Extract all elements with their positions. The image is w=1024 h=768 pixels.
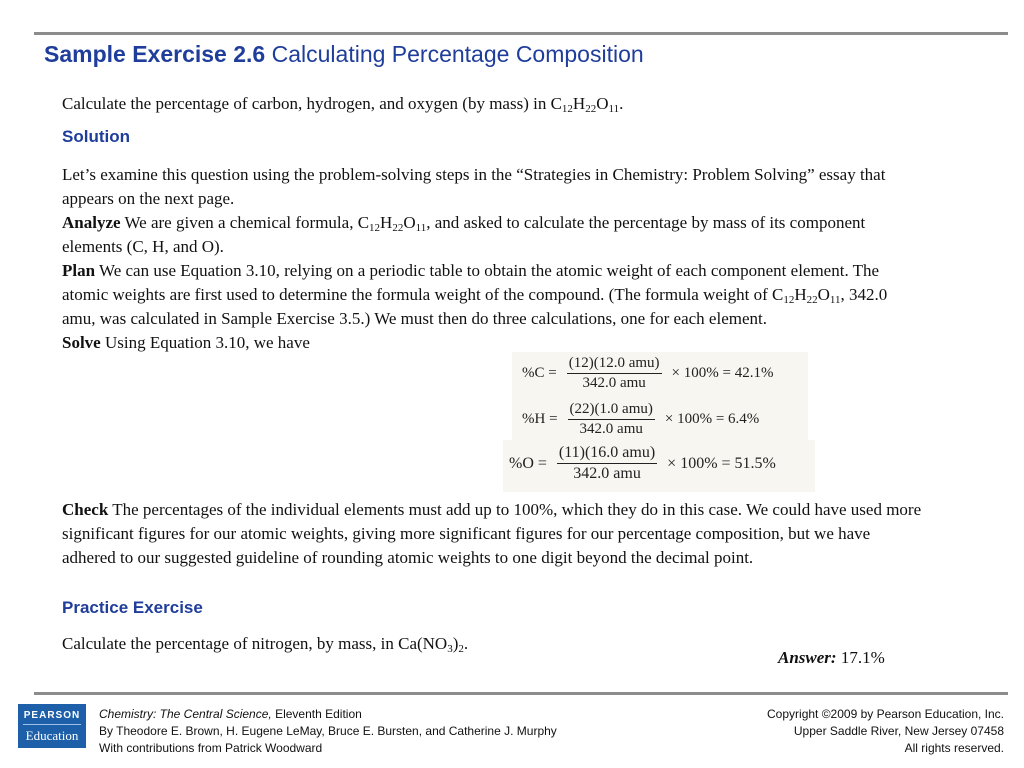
solution-body <box>62 163 924 355</box>
rights-line: All rights reserved. <box>904 741 1004 755</box>
formula-element: O <box>596 94 609 113</box>
formula-element: H <box>794 285 807 304</box>
equation-carbon <box>522 355 773 392</box>
fraction-numerator: (12)(12.0 amu) <box>567 355 662 374</box>
footer-copyright <box>767 706 1004 757</box>
plan-label: Plan <box>62 261 96 280</box>
equation-oxygen <box>509 444 776 483</box>
analyze-text: We are given a chemical formula, C <box>120 213 370 232</box>
equation-fraction <box>557 444 657 483</box>
question-end: . <box>619 94 624 113</box>
equation-hydrogen <box>522 401 759 438</box>
equation-result: × 100% = 6.4% <box>664 411 760 427</box>
formula-subscript: 12 <box>561 103 573 115</box>
title-exercise-number: Sample Exercise 2.6 <box>44 41 266 67</box>
top-rule <box>34 32 1008 35</box>
pearson-education-logo <box>18 704 86 748</box>
equation-lhs: %O = <box>509 454 547 472</box>
footer-authors: By Theodore E. Brown, H. Eugene LeMay, Bruce E. Bursten, and Catherine J. Murphy <box>99 724 557 738</box>
title-topic: Calculating Percentage Composition <box>271 41 644 67</box>
formula-element: H <box>380 213 393 232</box>
formula-subscript: 22 <box>585 103 597 115</box>
footer-contributions: With contributions from Patrick Woodward <box>99 741 323 755</box>
analyze-label: Analyze <box>62 213 121 232</box>
fraction-numerator: (11)(16.0 amu) <box>557 444 657 464</box>
formula-subscript: 11 <box>608 103 620 115</box>
equation-lhs: %H = <box>522 411 558 427</box>
address-line: Upper Saddle River, New Jersey 07458 <box>793 724 1004 738</box>
practice-text: . <box>463 634 469 653</box>
question-lead: Calculate the percentage of carbon, hydrogen, and oxygen (by mass) in C <box>62 94 562 113</box>
intro-text: Let’s examine this question using the problem-solving steps in the “Strategies in Chemistry: Problem Solving” essay that appears on the next page. <box>62 165 886 208</box>
formula-subscript: 11 <box>829 294 841 306</box>
bottom-rule <box>34 692 1008 695</box>
formula-subscript: 3 <box>447 643 453 655</box>
fraction-numerator: (22)(1.0 amu) <box>568 401 655 420</box>
formula-element: O <box>403 213 416 232</box>
logo-text-bottom: Education <box>25 728 79 743</box>
fraction-denominator: 342.0 amu <box>579 421 643 437</box>
slide-title <box>44 41 644 68</box>
logo-text-top: PEARSON <box>23 704 81 725</box>
practice-answer <box>778 648 885 668</box>
footer-citation <box>99 706 557 757</box>
practice-text: Calculate the percentage of nitrogen, by mass, in Ca(NO <box>62 634 448 653</box>
solve-text: Using Equation 3.10, we have <box>100 333 310 352</box>
check-text: The percentages of the individual elements must add up to 100%, which they do in this case. We could have used more significant figures for our atomic weights, giving more significant figures for our percentage composition, but we have adhered to our suggested guideline of rounding atomic weights to one digit beyond the decimal point. <box>62 500 922 567</box>
fraction-denominator: 342.0 amu <box>573 465 641 482</box>
formula-subscript: 11 <box>415 222 427 234</box>
fraction-denominator: 342.0 amu <box>582 375 646 391</box>
formula-subscript: 2 <box>458 643 464 655</box>
equation-result: × 100% = 51.5% <box>667 454 776 472</box>
formula-element: H <box>572 94 586 113</box>
formula-subscript: 22 <box>806 294 818 306</box>
formula-element: O <box>817 285 830 304</box>
formula-subscript: 12 <box>369 222 381 234</box>
equation-image-ch <box>512 352 808 440</box>
answer-label: Answer: <box>778 648 837 667</box>
practice-heading: Practice Exercise <box>62 598 203 617</box>
footer-book-title: Chemistry: The Central Science, <box>99 707 272 721</box>
formula-subscript: 22 <box>392 222 404 234</box>
footer-edition: Eleventh Edition <box>271 707 362 721</box>
question-text <box>62 92 924 116</box>
plan-text: We can use Equation 3.10, relying on a periodic table to obtain the atomic weight of each component element. The atomic weights are first used to determine the formula weight of the compound. (The formula weight of C <box>62 261 880 304</box>
equation-lhs: %C = <box>522 365 557 381</box>
equation-fraction <box>567 355 662 392</box>
equation-fraction <box>568 401 655 438</box>
equation-result: × 100% = 42.1% <box>671 365 774 381</box>
formula-subscript: 12 <box>783 294 795 306</box>
check-label: Check <box>62 500 109 519</box>
solution-heading: Solution <box>62 127 130 146</box>
analyze-text: , and asked to calculate the percentage by mass of its component elements (C, H, and O). <box>62 213 866 256</box>
check-paragraph <box>62 498 924 570</box>
answer-value: 17.1% <box>840 648 885 667</box>
plan-text: , 342.0 amu, was calculated in Sample Exercise 3.5.) We must then do three calculations, one for each element. <box>62 285 888 328</box>
practice-text: ) <box>452 634 459 653</box>
footer-book-line <box>99 706 557 723</box>
solve-label: Solve <box>62 333 101 352</box>
equation-image-o <box>503 440 815 492</box>
copyright-line: Copyright ©2009 by Pearson Education, Inc. <box>767 707 1004 721</box>
